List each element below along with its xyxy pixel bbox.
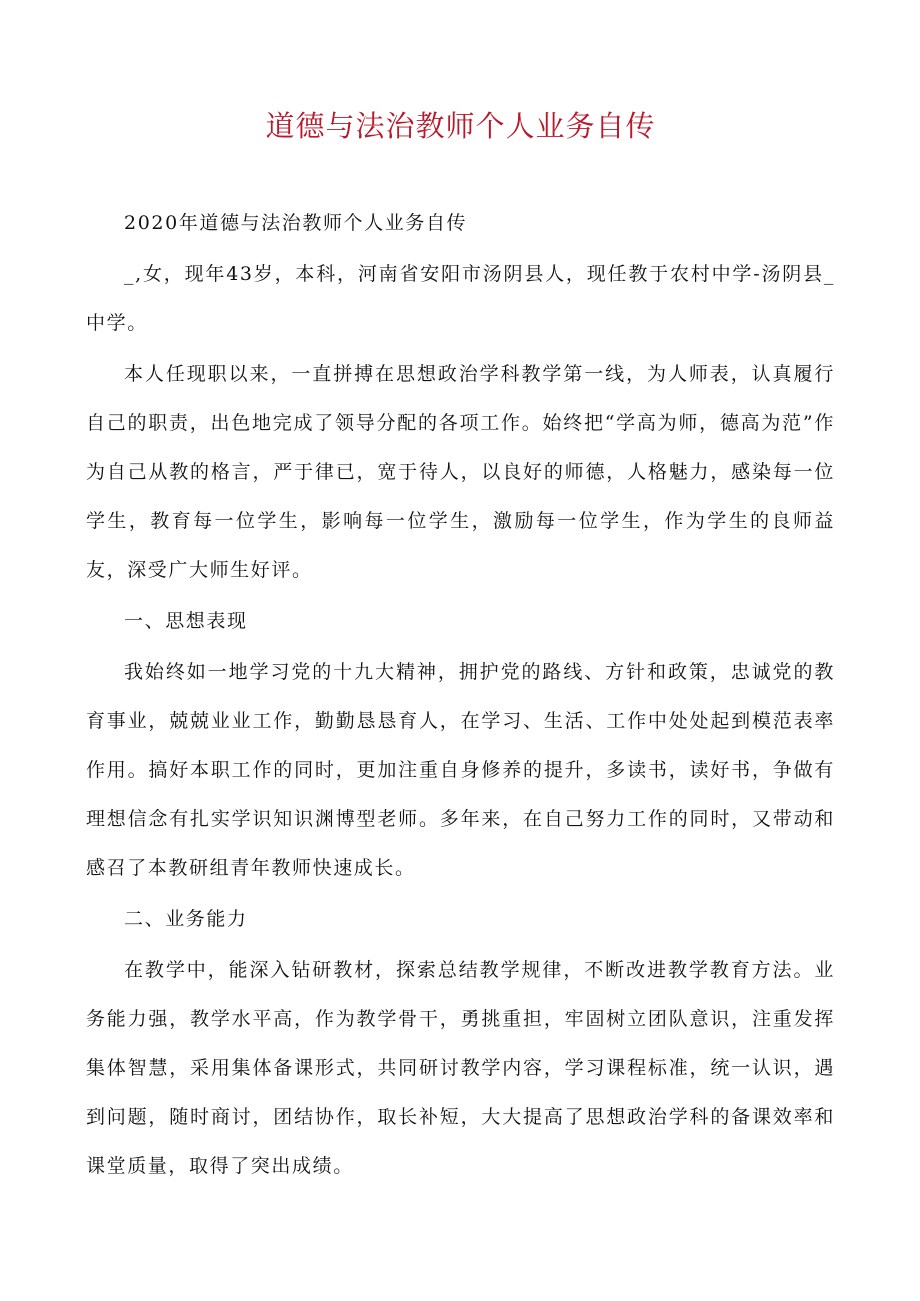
section-body-ability: 在教学中，能深入钻研教材，探索总结教学规律，不断改进教学教育方法。业务能力强，教学水平高，作为教学骨干，勇挑重担，牢固树立团队意识，注重发挥集体智慧，采用集体备课形式，共同研讨教学内容，学习课程标准，统一认识，遇到问题，随时商讨，团结协作，取长补短，大大提高了思想政治学科的备课效率和课堂质量，取得了突出成绩。 xyxy=(86,959,835,1177)
document-body xyxy=(86,199,835,1191)
section-body-ideology: 我始终如一地学习党的十九大精神，拥护党的路线、方针和政策，忠诚党的教育事业，兢兢业业工作，勤勤恳恳育人，在学习、生活、工作中处处起到模范表率作用。搞好本职工作的同时，更加注重自身修养的提升，多读书，读好书，争做有理想信念有扎实学识知识渊博型老师。多年来，在自己努力工作的同时，又带动和感召了本教研组青年教师快速成长。 xyxy=(86,661,835,879)
section-heading-ability: 二、业务能力 xyxy=(124,908,248,930)
document-title: 道德与法治教师个人业务自传 xyxy=(265,109,656,143)
section-heading-ideology: 一、思想表现 xyxy=(124,610,248,632)
summary-paragraph: 本人任现职以来，一直拼搏在思想政治学科教学第一线，为人师表，认真履行自己的职责，出色地完成了领导分配的各项工作。始终把“学高为师，德高为范”作为自己从教的格言，严于律已，宽于待人，以良好的师德，人格魅力，感染每一位学生，教育每一位学生，影响每一位学生，激励每一位学生，作为学生的良师益友，深受广大师生好评。 xyxy=(86,363,835,581)
subtitle-paragraph: 2020年道德与法治教师个人业务自传 xyxy=(124,212,468,234)
intro-paragraph: _,女，现年43岁，本科，河南省安阳市汤阴县人，现任教于农村中学-汤阴县_中学。 xyxy=(86,263,835,334)
